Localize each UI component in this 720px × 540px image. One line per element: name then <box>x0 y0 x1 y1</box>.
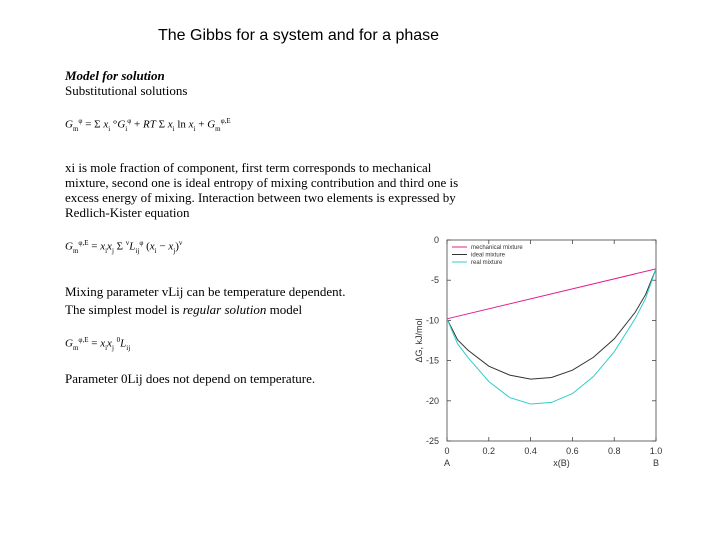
redlich-kister-equation: $G_m^{\varphi,E} = x_ix_j$ Σ $^vL_{ij}^\varphi$ $(x_i - x_j)^v$ <box>65 239 183 255</box>
legend-label: real mixture <box>471 260 503 266</box>
paragraph-line: xi is mole fraction of component, first term corresponds to mechanical <box>65 160 432 175</box>
gibbs-equation: $G_m^\varphi = \Sigma$ $x_i$ $^\circ G_i^\varphi$ + RT Σ $x_i$ $\ln x_i + G_m^{\varphi,E}$ <box>65 117 231 133</box>
paragraph-line: excess energy of mixing. Interaction between two elements is expressed by <box>65 190 456 205</box>
series-line-ideal-mixture <box>447 269 656 379</box>
series-line-real-mixture <box>447 269 656 404</box>
x-tick-label: 0 <box>444 446 450 456</box>
paragraph-line: Redlich-Kister equation <box>65 205 190 220</box>
y-tick-label: -25 <box>425 436 439 446</box>
regular-solution-text <box>65 302 302 317</box>
simplest-prefix: The simplest model is <box>65 302 183 317</box>
chart-svg <box>410 228 670 474</box>
x-tick-label: 1.0 <box>649 446 663 456</box>
x-tick-label: 0.6 <box>566 446 579 456</box>
x-endpoint-label-b: B <box>652 458 660 468</box>
y-tick-label: -15 <box>425 355 439 366</box>
y-tick-label: 0 <box>433 235 439 245</box>
x-axis-label: x(B) <box>553 458 570 468</box>
x-endpoint-label-a: A <box>443 458 451 468</box>
regular-solution-equation: $G_m^{\varphi,E} = x_ix_j$ $^0L_{ij}$ <box>65 336 131 352</box>
y-tick-label: -5 <box>430 275 439 286</box>
section-heading: Model for solution <box>65 68 165 83</box>
series-line-mechanical-mixture <box>447 269 656 319</box>
simplest-emphasis: regular solution <box>182 302 267 317</box>
y-tick-label: -20 <box>425 395 439 406</box>
mixing-parameter-text: Mixing parameter vLij can be temperature dependent. <box>65 284 346 299</box>
gibbs-chart <box>410 228 670 474</box>
explanation-paragraph <box>65 160 458 220</box>
legend-label: ideal mixture <box>471 252 506 259</box>
simplest-suffix: model <box>266 302 303 317</box>
x-tick-label: 0.8 <box>607 446 621 456</box>
x-tick-label: 0.2 <box>482 446 496 456</box>
y-tick-label: -10 <box>425 315 439 326</box>
section-subheading: Substitutional solutions <box>65 83 188 98</box>
parameter-text: Parameter 0Lij does not depend on temperature. <box>65 371 316 386</box>
legend-label: mechanical mixture <box>471 245 523 251</box>
paragraph-line: mixture, second one is ideal entropy of mixing contribution and third one is <box>65 175 459 190</box>
x-tick-label: 0.4 <box>524 446 537 456</box>
page-title: The Gibbs for a system and for a phase <box>158 27 440 44</box>
plot-frame <box>447 240 656 441</box>
y-axis-label: ΔG, kJ/mol <box>414 318 424 363</box>
